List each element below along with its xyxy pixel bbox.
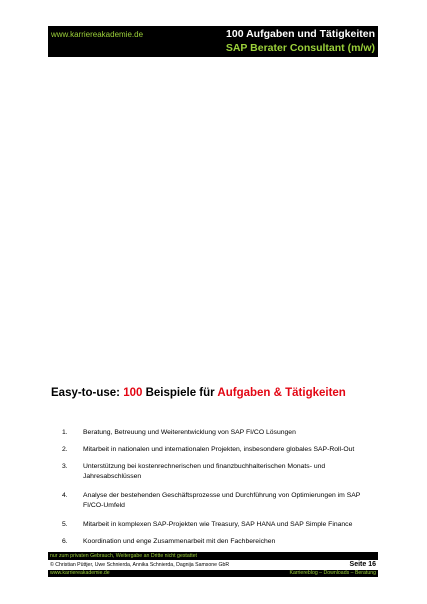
list-item	[62, 491, 382, 511]
header-bar	[48, 26, 378, 57]
header-subtitle: SAP Berater Consultant (m/w)	[225, 42, 375, 54]
footer-site-link[interactable]: www.karriereakademie.de	[50, 570, 110, 576]
list-item-number: 5.	[62, 521, 68, 528]
list-item-number: 3.	[62, 463, 68, 470]
heading-part3: Aufgaben & Tätigkeiten	[217, 387, 346, 399]
list-item-number: 4.	[62, 492, 68, 499]
list-item-text: Unterstützung bei kostenrechnerischen und finanzbuchhalterischen Monats- und Jahresabschlüssen	[83, 463, 326, 480]
section-heading	[51, 387, 346, 399]
list-item	[62, 462, 382, 482]
list-item	[62, 520, 382, 530]
heading-part1: Easy-to-use:	[51, 387, 124, 399]
footer-notice: nur zum privaten Gebrauch, Weitergabe an Dritte nicht gestattet	[48, 552, 378, 560]
footer-links-row	[48, 570, 378, 577]
footer-links[interactable]: Karriereblog – Downloads – Beratung	[289, 570, 376, 576]
footer-copyright-row	[48, 560, 378, 570]
list-item-text: Mitarbeit in nationalen und internationalen Projekten, insbesondere globales SAP-Roll-Out	[83, 446, 355, 453]
list-item-text: Koordination und enge Zusammenarbeit mit den Fachbereichen	[83, 538, 276, 545]
heading-count: 100	[123, 387, 143, 399]
list-item	[62, 445, 382, 455]
list-item-number: 2.	[62, 446, 68, 453]
list-item	[62, 428, 382, 438]
task-list	[62, 428, 382, 554]
footer-copyright: © Christian Püttjer, Uwe Schnierda, Annika Schnierda, Dagnija Samsone GbR	[50, 562, 230, 568]
list-item-text: Analyse der bestehenden Geschäftsprozesse und Durchführung von Optimierungen im SAP FI/CO-Umfeld	[83, 492, 361, 509]
page-number: Seite 16	[349, 561, 376, 568]
footer	[48, 552, 378, 577]
header-site-link[interactable]: www.karriereakademie.de	[51, 30, 144, 39]
list-item-number: 1.	[62, 429, 68, 436]
heading-part2: Beispiele für	[142, 387, 218, 399]
list-item-number: 6.	[62, 538, 68, 545]
header-title: 100 Aufgaben und Tätigkeiten	[226, 28, 375, 40]
list-item	[62, 537, 382, 547]
list-item-text: Mitarbeit in komplexen SAP-Projekten wie Treasury, SAP HANA und SAP Simple Finance	[83, 521, 353, 528]
list-item-text: Beratung, Betreuung und Weiterentwicklung von SAP FI/CO Lösungen	[83, 429, 296, 436]
